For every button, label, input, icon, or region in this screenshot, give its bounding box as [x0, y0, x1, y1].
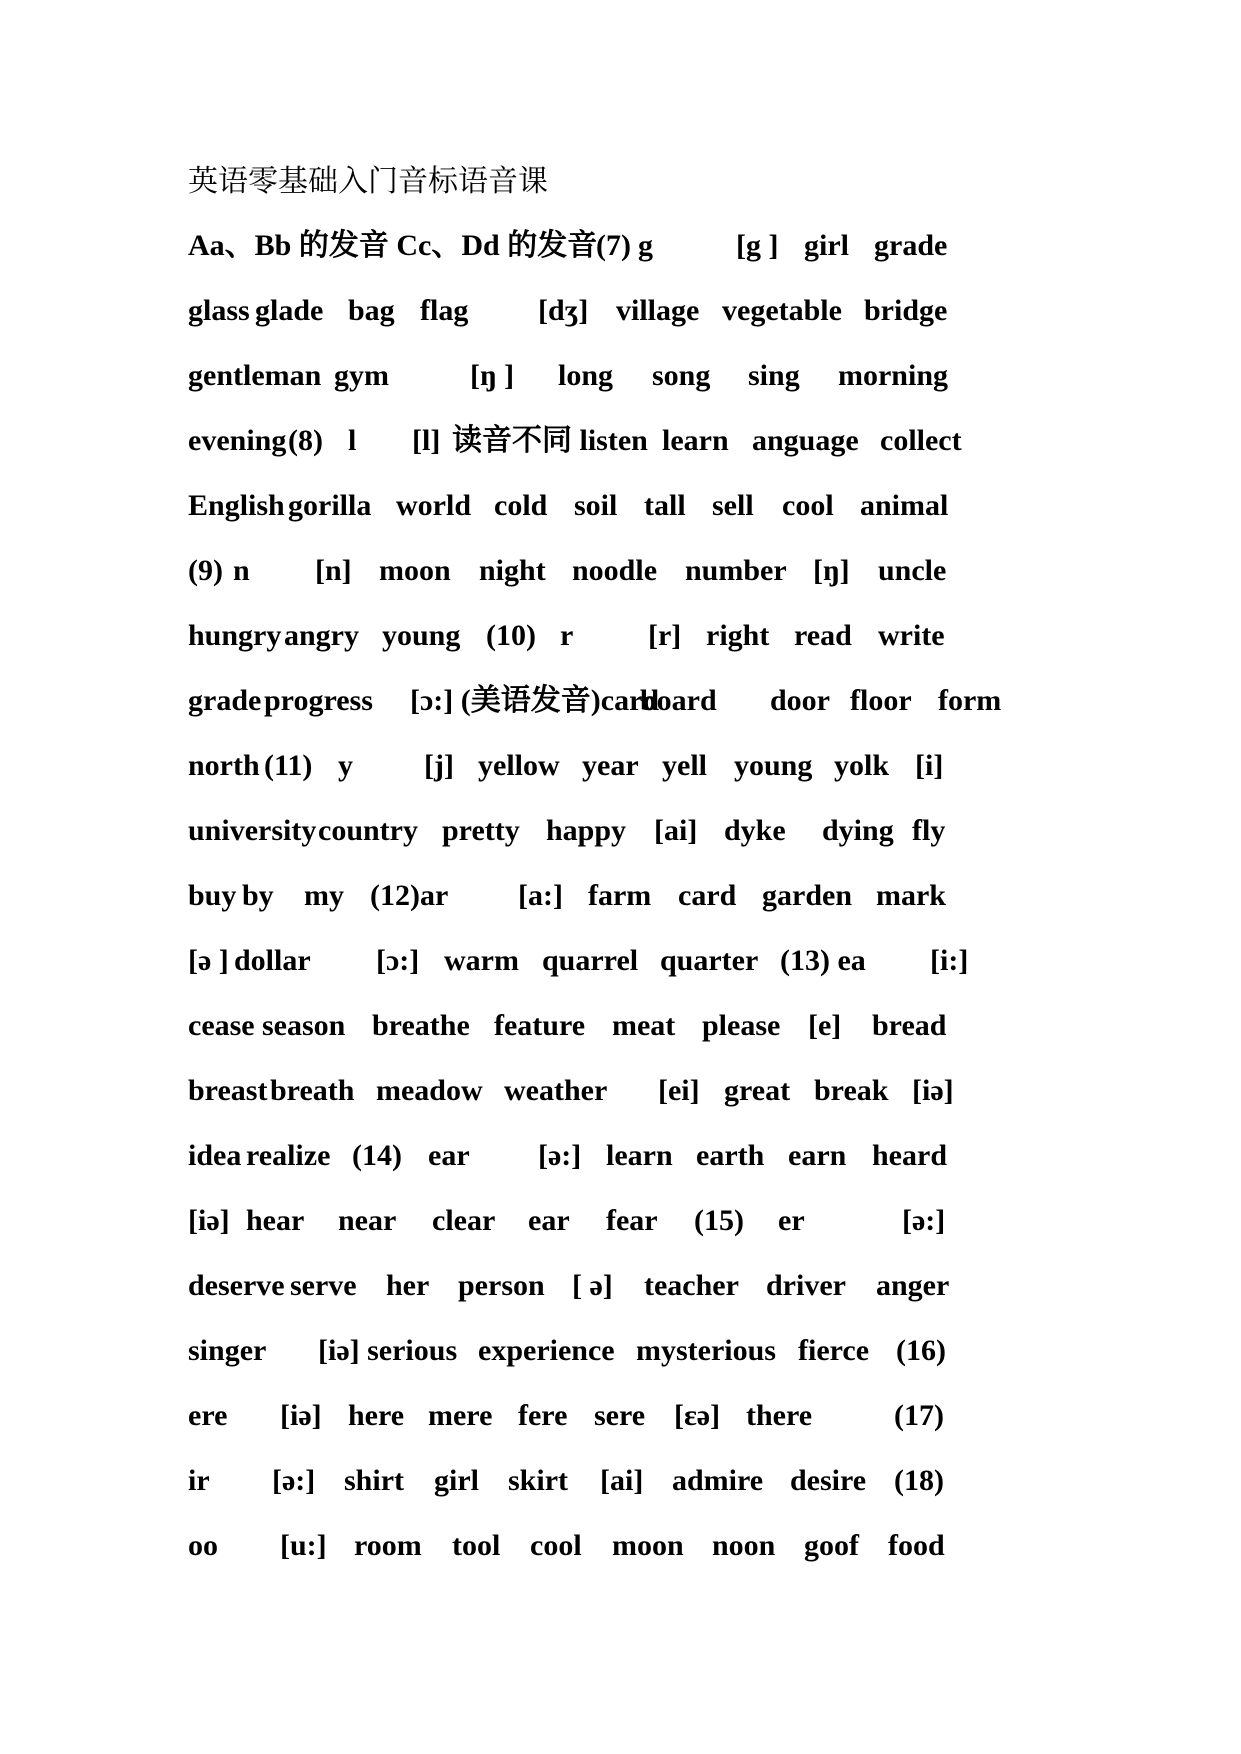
line-word: admire: [672, 1464, 764, 1497]
line-word: world: [396, 489, 471, 522]
line-word: collect: [880, 424, 962, 457]
line-word: (7): [596, 229, 631, 262]
line-word: teacher: [644, 1269, 739, 1302]
line-word: buy: [188, 879, 237, 912]
line-word: sing: [748, 359, 800, 392]
line-word: (9): [188, 554, 223, 587]
line-word: [ɔ:]: [376, 944, 420, 977]
line-word: break: [814, 1074, 889, 1107]
line-word: hungry: [188, 619, 282, 652]
line-word: [l]: [412, 424, 441, 457]
line-word: [ai]: [600, 1464, 644, 1497]
line-word: bread: [872, 1009, 947, 1042]
line-word: (15): [694, 1204, 744, 1237]
line-word: quarrel: [542, 944, 639, 977]
line-word: gentleman: [188, 359, 322, 392]
line-word: yellow: [478, 749, 560, 782]
line-word: [ŋ ]: [470, 359, 515, 392]
line-word: gym: [334, 359, 389, 392]
text-line: [188, 486, 1208, 551]
line-word: tool: [452, 1529, 501, 1562]
line-word: realize: [246, 1139, 331, 1172]
line-word: [u:]: [280, 1529, 327, 1562]
text-line: [188, 421, 1208, 486]
line-word: north: [188, 749, 260, 782]
line-word: sere: [594, 1399, 646, 1432]
line-word: hear: [246, 1204, 305, 1237]
line-word: form: [938, 684, 1002, 717]
line-word: cool: [782, 489, 834, 522]
line-word: learn: [662, 424, 729, 457]
line-word: ere: [188, 1399, 228, 1432]
line-word: r: [560, 619, 574, 652]
line-word: oo: [188, 1529, 218, 1562]
line-word: weather: [504, 1074, 608, 1107]
line-word: girl: [804, 229, 849, 262]
line-word: [i:]: [930, 944, 969, 977]
line-word: shirt: [344, 1464, 404, 1497]
line-word: food: [888, 1529, 945, 1562]
line-word: [ŋ]: [813, 554, 850, 587]
line-word: breast: [188, 1074, 268, 1107]
line-word: door: [770, 684, 830, 717]
line-word: heard: [872, 1139, 947, 1172]
line-word: fear: [606, 1204, 658, 1237]
line-word: mere: [428, 1399, 493, 1432]
line-word: (17): [894, 1399, 944, 1432]
line-word: earn: [788, 1139, 847, 1172]
line-word: angry: [284, 619, 359, 652]
text-line: [188, 1071, 1208, 1136]
line-word: (16): [896, 1334, 946, 1367]
text-line: [188, 1006, 1208, 1071]
line-word: bridge: [864, 294, 948, 327]
line-word: there: [746, 1399, 813, 1432]
text-line: [188, 811, 1208, 876]
line-word: [j]: [424, 749, 454, 782]
line-word: (12)ar: [370, 879, 449, 912]
line-word: yell: [662, 749, 707, 782]
line-word: feature: [494, 1009, 586, 1042]
line-word: village: [616, 294, 700, 327]
line-word: grade: [188, 684, 262, 717]
line-word: singer: [188, 1334, 267, 1367]
line-word: [ɛə]: [674, 1399, 721, 1432]
line-word: happy: [546, 814, 627, 847]
text-line: [188, 616, 1208, 681]
line-word: write: [878, 619, 945, 652]
line-word: [ɔ:] (美语发音)card: [410, 684, 660, 717]
line-word: mysterious: [636, 1334, 776, 1367]
line-word: warm: [444, 944, 519, 977]
line-word: my: [304, 879, 344, 912]
line-word: breath: [270, 1074, 355, 1107]
line-word: fly: [912, 814, 946, 847]
line-word: clear: [432, 1204, 496, 1237]
line-word: [ei]: [658, 1074, 700, 1107]
line-word: glade: [255, 294, 324, 327]
text-line: [188, 746, 1208, 811]
line-word: moon: [379, 554, 451, 587]
line-word: [ə ]: [188, 944, 229, 977]
line-word: ear: [428, 1139, 470, 1172]
line-word: grade: [874, 229, 948, 262]
text-line: [188, 1201, 1208, 1266]
line-word: night: [479, 554, 546, 587]
text-line: [188, 551, 1208, 616]
line-word: tall: [644, 489, 686, 522]
line-word: [ə:]: [902, 1204, 946, 1237]
line-word: by: [242, 879, 274, 912]
line-word: [ə:]: [272, 1464, 316, 1497]
line-word: earth: [696, 1139, 765, 1172]
line-word: here: [348, 1399, 405, 1432]
line-word: [i]: [915, 749, 944, 782]
line-word: animal: [860, 489, 949, 522]
line-word: young: [734, 749, 813, 782]
line-word: girl: [434, 1464, 479, 1497]
line-word: (11): [264, 749, 313, 782]
line-word: meadow: [376, 1074, 483, 1107]
text-line: [188, 1266, 1208, 1331]
line-word: (13) ea: [780, 944, 866, 977]
line-word: (14): [352, 1139, 402, 1172]
line-word: [iə]: [188, 1204, 230, 1237]
line-word: noodle: [572, 554, 658, 587]
line-word: progress: [264, 684, 373, 717]
line-word: [e]: [808, 1009, 842, 1042]
line-word: er: [778, 1204, 805, 1237]
line-word: l: [348, 424, 357, 457]
line-word: deserve: [188, 1269, 285, 1302]
line-word: bag: [348, 294, 395, 327]
line-word: right: [706, 619, 770, 652]
line-word: [r]: [648, 619, 682, 652]
line-word: young: [382, 619, 461, 652]
line-word: ear: [528, 1204, 570, 1237]
line-word: near: [338, 1204, 397, 1237]
line-word: driver: [766, 1269, 846, 1302]
line-word: [n]: [315, 554, 352, 587]
line-word: [g ]: [736, 229, 779, 262]
line-word: moon: [612, 1529, 684, 1562]
line-word: 读音不同 listen: [452, 424, 648, 457]
line-word: dollar: [234, 944, 311, 977]
line-word: English: [188, 489, 285, 522]
line-word: [iə] serious: [318, 1334, 458, 1367]
line-word: fierce: [798, 1334, 870, 1367]
line-word: n: [233, 554, 250, 587]
line-word: garden: [762, 879, 852, 912]
line-word: long: [558, 359, 614, 392]
line-word: number: [685, 554, 787, 587]
line-word: gorilla: [288, 489, 372, 522]
line-word: university: [188, 814, 317, 847]
line-word: anguage: [752, 424, 859, 457]
line-word: [ə:]: [538, 1139, 582, 1172]
line-word: vegetable: [722, 294, 842, 327]
line-word: noon: [712, 1529, 776, 1562]
line-word: (10): [486, 619, 536, 652]
line-word: farm: [588, 879, 652, 912]
line-word: y: [338, 749, 353, 782]
text-line: [188, 291, 1208, 356]
line-word: soil: [574, 489, 618, 522]
line-word: read: [794, 619, 852, 652]
line-word: [dʒ]: [538, 294, 589, 327]
text-line: [188, 941, 1208, 1006]
line-word: dyke: [724, 814, 786, 847]
line-word: uncle: [878, 554, 947, 587]
line-word: board: [640, 684, 717, 717]
line-word: person: [458, 1269, 545, 1302]
line-word: quarter: [660, 944, 759, 977]
line-word: flag: [420, 294, 469, 327]
line-word: (8): [288, 424, 323, 457]
line-word: skirt: [508, 1464, 568, 1497]
line-word: dying: [822, 814, 894, 847]
text-line: [188, 1396, 1208, 1461]
text-line: [188, 1331, 1208, 1396]
text-line: [188, 356, 1208, 421]
line-word: song: [652, 359, 711, 392]
line-word: [iə]: [912, 1074, 954, 1107]
line-word: (18): [894, 1464, 944, 1497]
line-word: cold: [494, 489, 548, 522]
line-word: room: [354, 1529, 422, 1562]
line-word: pretty: [442, 814, 520, 847]
line-word: cease: [188, 1009, 255, 1042]
line-word: sell: [712, 489, 754, 522]
line-word: [a:]: [518, 879, 563, 912]
line-word: ir: [188, 1464, 210, 1497]
line-word: year: [582, 749, 639, 782]
line-word: learn: [606, 1139, 673, 1172]
line-word: cool: [530, 1529, 582, 1562]
document-title: 英语零基础入门音标语音课: [188, 165, 548, 198]
line-word: [iə]: [280, 1399, 322, 1432]
line-word: anger: [876, 1269, 950, 1302]
line-word: please: [702, 1009, 781, 1042]
text-line: [188, 876, 1208, 941]
line-word: fere: [518, 1399, 568, 1432]
line-word: mark: [876, 879, 946, 912]
line-word: morning: [838, 359, 949, 392]
line-word: season: [262, 1009, 346, 1042]
line-word: goof: [804, 1529, 859, 1562]
line-word: country: [318, 814, 418, 847]
text-line: [188, 1526, 1208, 1591]
document-body: [188, 226, 1208, 1591]
text-line: [188, 1461, 1208, 1526]
line-word: [ ə]: [572, 1269, 613, 1302]
line-word: Aa、Bb 的发音 Cc、Dd 的发音: [188, 229, 598, 262]
line-word: yolk: [834, 749, 890, 782]
text-line: [188, 226, 1208, 291]
line-word: evening: [188, 424, 287, 457]
line-word: serve: [290, 1269, 357, 1302]
text-line: [188, 681, 1208, 746]
line-word: her: [386, 1269, 430, 1302]
line-word: [ai]: [654, 814, 698, 847]
line-word: desire: [790, 1464, 867, 1497]
line-word: floor: [850, 684, 912, 717]
line-word: breathe: [372, 1009, 470, 1042]
line-word: idea: [188, 1139, 242, 1172]
line-word: meat: [612, 1009, 676, 1042]
line-word: great: [724, 1074, 791, 1107]
line-word: card: [678, 879, 737, 912]
line-word: glass: [188, 294, 250, 327]
text-line: [188, 1136, 1208, 1201]
line-word: experience: [478, 1334, 615, 1367]
line-word: g: [638, 229, 653, 262]
